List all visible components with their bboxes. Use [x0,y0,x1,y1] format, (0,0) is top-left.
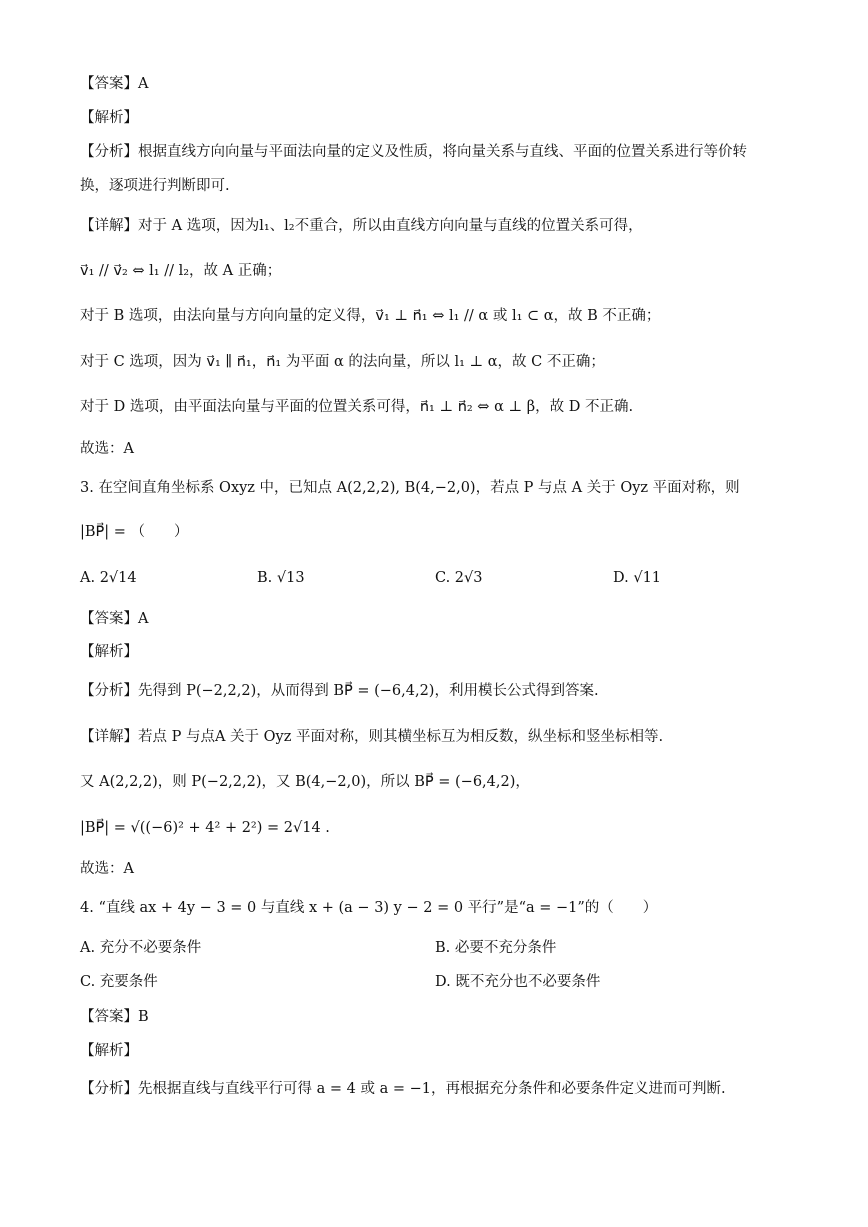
q2-fenxi-line1: 【分析】根据直线方向向量与平面法向量的定义及性质，将向量关系与直线、平面的位置关系进行等价转 [80,144,747,160]
q3-option-a: A. 2√14 [80,570,137,586]
q3-detail-line2: 又 A(2,2,2)，则 P(−2,2,2)，又 B(4,−2,0)，所以 BP⃗ = (−6,4,2)， [80,774,530,790]
q3-stem-line2: |BP⃗| = （ ） [80,524,189,540]
q4-analysis-label: 【解析】 [80,1043,138,1059]
q2-detail-line1: 【详解】对于 A 选项，因为l₁、l₂不重合，所以由直线方向向量与直线的位置关系可得， [80,218,643,234]
q3-detail-line3: |BP⃗| = √((−6)² + 4² + 2²) = 2√14 . [80,820,330,836]
q2-analysis-label: 【解析】 [80,110,138,126]
q4-options-row1 [80,938,780,960]
q3-option-d: D. √11 [613,570,662,586]
q4-answer: 【答案】B [80,1009,149,1025]
q3-options [80,568,780,590]
q4-option-c: C. 充要条件 [80,974,158,990]
q2-detail-line5: 对于 D 选项，由平面法向量与平面的位置关系可得，n⃗₁ ⊥ n⃗₂ ⇔ α ⊥ β，故 D 不正确. [80,399,634,415]
q4-option-a: A. 充分不必要条件 [80,940,202,956]
q3-choose: 故选：A [80,861,134,877]
q3-stem-line1: 3. 在空间直角坐标系 Oxyz 中，已知点 A(2,2,2), B(4,−2,0)，若点 P 与点 A 关于 Oyz 平面对称，则 [80,480,740,496]
q4-stem: 4. “直线 ax + 4y − 3 = 0 与直线 x + (a − 3) y − 2 = 0 平行”是“a = −1”的（ ） [80,900,658,916]
q3-answer: 【答案】A [80,611,149,627]
q2-detail-line2: v⃗₁ // v⃗₂ ⇔ l₁ // l₂，故 A 正确； [80,263,282,279]
q3-option-c: C. 2√3 [435,570,483,586]
q3-analysis-label: 【解析】 [80,644,138,660]
q3-detail-line1: 【详解】若点 P 与点A 关于 Oyz 平面对称，则其横坐标互为相反数，纵坐标和竖坐标相等. [80,729,664,745]
q4-options-row2 [80,972,780,994]
q4-fenxi: 【分析】先根据直线与直线平行可得 a = 4 或 a = −1，再根据充分条件和必要条件定义进而可判断. [80,1081,726,1097]
q3-fenxi: 【分析】先得到 P(−2,2,2)，从而得到 BP⃗ = (−6,4,2)，利用模长公式得到答案. [80,683,599,699]
q2-choose: 故选：A [80,441,134,457]
q2-detail-line3: 对于 B 选项，由法向量与方向向量的定义得，v⃗₁ ⊥ n⃗₁ ⇔ l₁ // α 或 l₁ ⊂ α，故 B 不正确； [80,308,661,324]
q4-option-b: B. 必要不充分条件 [435,940,557,956]
q2-detail-line4: 对于 C 选项，因为 v⃗₁ ∥ n⃗₁，n⃗₁ 为平面 α 的法向量，所以 l₁ ⊥ α，故 C 不正确； [80,354,605,370]
q3-option-b: B. √13 [257,570,305,586]
q4-option-d: D. 既不充分也不必要条件 [435,974,601,990]
q2-fenxi-line2: 换，逐项进行判断即可. [80,178,230,194]
q2-answer: 【答案】A [80,76,149,92]
